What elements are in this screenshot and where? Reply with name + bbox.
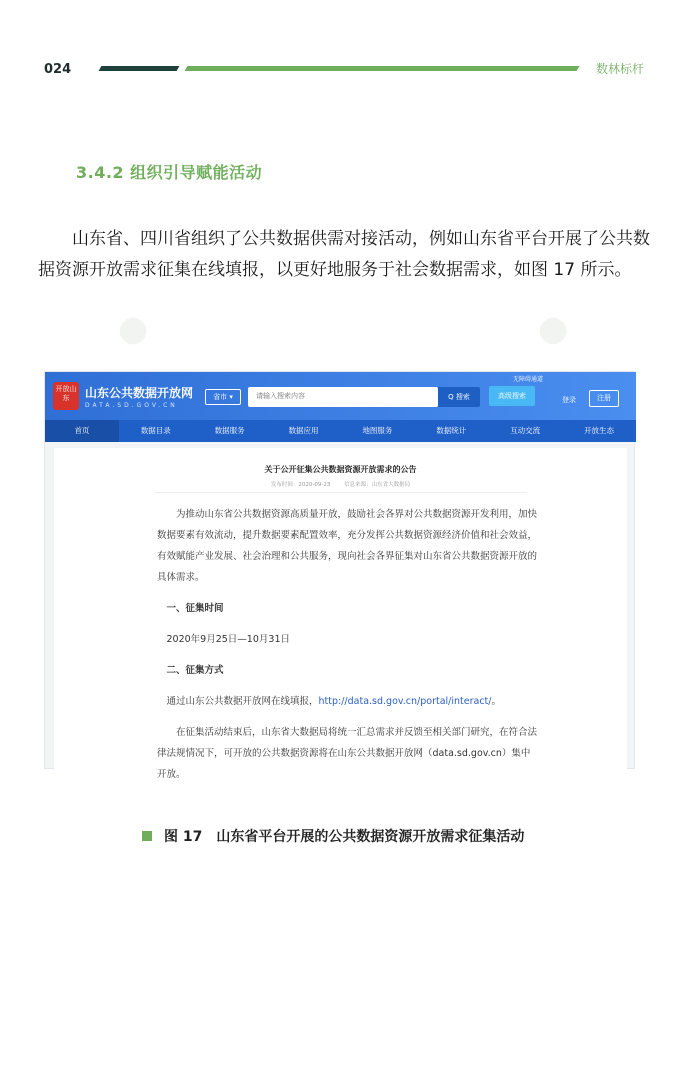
body-paragraph: 山东省、四川省组织了公共数据供需对接活动，例如山东省平台开展了公共数据资源开放需求征集在线填报，以更好地服务于社会数据需求，如图 17 所示。 [38,229,650,280]
caption-text: 图 17 山东省平台开展的公共数据资源开放需求征集活动 [164,829,525,845]
portal-logo: 开放山东 [53,382,79,410]
portal-site-title: 山东公共数据开放网 [85,386,194,400]
portal-screenshot [44,371,635,780]
notice-body [157,504,537,795]
header-brand: 数林标杆 [596,62,645,76]
notice-method-suffix: 。 [491,696,501,707]
portal-site-domain: DATA.SD.GOV.CN [85,402,178,409]
portal-header [45,372,636,420]
register-button[interactable]: 注册 [589,390,619,407]
notice-title: 关于公开征集公共数据资源开放需求的公告 [264,465,417,474]
notice-method-link[interactable]: http://data.sd.gov.cn/portal/interact/ [318,696,492,707]
notice-closing: 在征集活动结束后，山东省大数据局将统一汇总需求并反馈至相关部门研究，在符合法律法规情况下，可开放的公共数据资源将在山东公共数据开放网（data.sd.gov.cn）集中开放。 [157,727,538,780]
section-title: 3.4.2 组织引导赋能活动 [76,163,263,182]
page-number: 024 [44,62,72,77]
notice-meta [54,480,627,488]
accessibility-link[interactable]: 无障碍通道 [513,376,544,383]
header-bar-dark [99,66,180,71]
caption-square-icon [142,831,152,841]
notice-source: 信息来源：山东省大数据局 [344,482,411,488]
portal-search-button[interactable]: Q 搜索 [438,387,480,407]
watermark-shape [535,313,572,350]
nav-item-map[interactable]: 地图服务 [362,426,393,435]
portal-search-input[interactable] [248,387,438,407]
nav-item-catalog[interactable]: 数据目录 [140,426,171,435]
nav-item-ecosystem[interactable]: 开放生态 [584,426,615,435]
notice-intro: 为推动山东省公共数据资源高质量开放，鼓励社会各界对公共数据资源开发利用，加快数据要素有效流动，提升数据要素配置效率，充分发挥公共数据资源经济价值和社会效益，有效赋能产业发展、社会治理和公共服务，现向社会各界征集对山东省公共数据资源开放的具体需求。 [157,509,538,583]
notice-method [157,691,537,712]
notice-heading-time: 一、征集时间 [166,603,224,614]
nav-item-interact[interactable]: 互动交流 [510,426,541,435]
nav-item-home[interactable]: 首页 [45,420,119,442]
notice-heading-method: 二、征集方式 [166,665,224,676]
notice-time: 2020年9月25日—10月31日 [166,634,290,645]
city-select[interactable]: 省市 ▾ [205,389,241,405]
nav-item-apps[interactable]: 数据应用 [288,426,319,435]
nav-item-service[interactable]: 数据服务 [214,426,245,435]
notice-publish-date: 发布时间：2020-09-23 [270,482,331,488]
figure-caption [142,826,524,846]
notice-card [54,448,627,778]
login-link[interactable]: 登录 [562,396,576,404]
portal-nav [45,420,636,442]
notice-divider [154,492,527,493]
header-bar-green [185,66,580,71]
notice-method-prefix: 通过山东公共数据开放网在线填报， [166,696,319,707]
nav-item-stats[interactable]: 数据统计 [436,426,467,435]
watermark-shape [115,313,152,350]
advanced-search-button[interactable]: 高级搜索 [489,386,535,406]
